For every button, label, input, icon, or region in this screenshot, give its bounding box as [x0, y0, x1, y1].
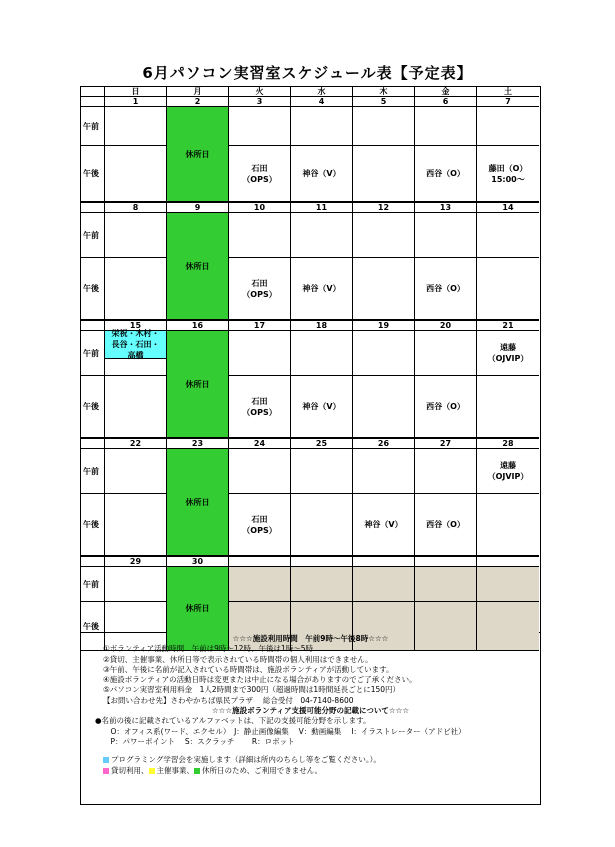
schedule-slot-pm[interactable]: 神谷（V） — [291, 258, 353, 321]
closed-day-cell: 休所日 — [167, 449, 229, 557]
date-label-blank — [81, 203, 105, 213]
date-cell: 12 — [353, 203, 415, 213]
schedule-slot-am[interactable] — [229, 567, 291, 602]
closed-day-cell: 休所日 — [167, 331, 229, 439]
schedule-table — [80, 86, 541, 633]
schedule-slot-am[interactable]: 遠藤 （OJVIP） — [477, 449, 539, 494]
yellow-square-icon — [149, 768, 155, 774]
note-line: ①ボランティア活動時間 午前は9時～12時、午後は1時～5時 — [103, 644, 313, 654]
pm-label: 午後 — [81, 376, 105, 439]
schedule-slot-am[interactable]: 遠藤 （OJVIP） — [477, 331, 539, 376]
schedule-slot-am[interactable] — [291, 331, 353, 376]
am-label: 午前 — [81, 107, 105, 146]
date-label-blank — [81, 557, 105, 567]
date-cell: 25 — [291, 439, 353, 449]
date-cell — [229, 557, 291, 567]
date-label-blank — [81, 97, 105, 107]
schedule-slot-pm[interactable]: 西谷（O） — [415, 258, 477, 321]
schedule-slot-am[interactable] — [353, 567, 415, 602]
schedule-slot-pm[interactable] — [105, 376, 167, 439]
date-cell: 4 — [291, 97, 353, 107]
am-label: 午前 — [81, 213, 105, 258]
schedule-slot-am[interactable] — [229, 449, 291, 494]
date-cell: 7 — [477, 97, 539, 107]
legend-text: プログラミング学習会を実施します（詳細は所内のちらし等をご覧ください。）。 — [111, 755, 381, 765]
date-cell: 19 — [353, 321, 415, 331]
date-cell: 13 — [415, 203, 477, 213]
date-cell: 29 — [105, 557, 167, 567]
date-cell: 2 — [167, 97, 229, 107]
date-cell: 20 — [415, 321, 477, 331]
weekday-header: 月 — [167, 87, 229, 97]
legend-text: 休所日のため、ご利用できません。 — [202, 765, 323, 775]
schedule-slot-am[interactable] — [477, 213, 539, 258]
date-cell: 28 — [477, 439, 539, 449]
date-label-blank — [81, 439, 105, 449]
schedule-slot-am[interactable]: 栄祝・木村・ 長谷・石田・ 高橋 — [105, 331, 167, 359]
pm-label: 午後 — [81, 146, 105, 203]
date-cell — [291, 557, 353, 567]
schedule-slot-pm[interactable]: 神谷（V） — [291, 376, 353, 439]
schedule-slot-am[interactable] — [353, 213, 415, 258]
closed-day-cell: 休所日 — [167, 107, 229, 203]
date-cell — [415, 557, 477, 567]
schedule-slot-pm[interactable] — [477, 258, 539, 321]
schedule-slot-pm[interactable] — [105, 258, 167, 321]
schedule-slot-am[interactable] — [415, 331, 477, 376]
note-line: ④施設ボランティアの活動日時は変更または中止になる場合がありますのでご了承ください。 — [103, 675, 417, 685]
am-label: 午前 — [81, 331, 105, 376]
schedule-slot-pm[interactable]: 神谷（V） — [291, 146, 353, 203]
schedule-slot-am[interactable] — [291, 567, 353, 602]
schedule-slot-am[interactable] — [415, 107, 477, 146]
date-cell: 6 — [415, 97, 477, 107]
schedule-slot-pm[interactable] — [105, 146, 167, 203]
green-square-icon — [194, 768, 200, 774]
notes-section — [80, 633, 541, 805]
legend-unavailable — [103, 766, 540, 776]
schedule-slot-am[interactable] — [105, 107, 167, 146]
date-cell: 18 — [291, 321, 353, 331]
date-cell: 9 — [167, 203, 229, 213]
schedule-slot-am[interactable] — [415, 567, 477, 602]
schedule-slot-pm[interactable]: 石田 （OPS） — [229, 494, 291, 557]
date-cell: 8 — [105, 203, 167, 213]
date-cell: 22 — [105, 439, 167, 449]
date-label-blank — [81, 321, 105, 331]
schedule-slot-am[interactable] — [353, 449, 415, 494]
date-cell: 15 — [105, 321, 167, 331]
date-cell: 26 — [353, 439, 415, 449]
schedule-slot-am[interactable] — [477, 107, 539, 146]
weekday-header: 水 — [291, 87, 353, 97]
schedule-slot-am[interactable] — [229, 213, 291, 258]
schedule-slot-am[interactable] — [105, 567, 167, 602]
pm-label: 午後 — [81, 602, 105, 651]
am-label: 午前 — [81, 449, 105, 494]
schedule-slot-am[interactable] — [353, 107, 415, 146]
weekday-header: 金 — [415, 87, 477, 97]
schedule-slot-am[interactable] — [291, 213, 353, 258]
schedule-slot-am[interactable] — [477, 567, 539, 602]
pm-label: 午後 — [81, 258, 105, 321]
schedule-slot-pm[interactable]: 神谷（V） — [353, 494, 415, 557]
date-cell: 21 — [477, 321, 539, 331]
date-cell: 3 — [229, 97, 291, 107]
note-line: 【お問い合わせ先】さわやかちば県民プラザ 総合受付 04-7140-8600 — [103, 695, 354, 705]
schedule-slot-am-rest — [105, 359, 167, 376]
hours-title: ☆☆☆施設利用時間 午前9時～午後8時☆☆☆ — [232, 634, 389, 643]
cyan-square-icon — [103, 757, 109, 763]
date-cell: 5 — [353, 97, 415, 107]
schedule-slot-pm[interactable]: 石田 （OPS） — [229, 258, 291, 321]
schedule-slot-am[interactable] — [291, 449, 353, 494]
note-line: ③午前、午後に名前が記入されている時間帯は、施設ボランティアが活動しています。 — [103, 664, 394, 674]
date-cell: 23 — [167, 439, 229, 449]
schedule-slot-pm[interactable] — [353, 376, 415, 439]
date-cell: 16 — [167, 321, 229, 331]
note-line: ⑤パソコン実習室利用料金 1人2時間まで300円（超過時間は1時間延長ごとに150円） — [103, 685, 401, 695]
field-title: ☆☆☆施設ボランティア支援可能分野の記載について☆☆☆ — [211, 706, 410, 716]
closed-day-cell: 休所日 — [167, 567, 229, 651]
schedule-slot-pm[interactable]: 石田 （OPS） — [229, 146, 291, 203]
date-cell — [477, 557, 539, 567]
date-cell: 24 — [229, 439, 291, 449]
schedule-slot-pm[interactable]: 石田 （OPS） — [229, 376, 291, 439]
schedule-slot-am[interactable] — [415, 213, 477, 258]
schedule-slot-am[interactable] — [415, 449, 477, 494]
schedule-slot-am[interactable] — [105, 449, 167, 494]
date-cell — [353, 557, 415, 567]
schedule-slot-pm[interactable] — [353, 258, 415, 321]
date-cell: 1 — [105, 97, 167, 107]
schedule-slot-pm[interactable]: 西谷（O） — [415, 494, 477, 557]
closed-day-cell: 休所日 — [167, 213, 229, 321]
date-cell: 11 — [291, 203, 353, 213]
weekday-header: 土 — [477, 87, 539, 97]
date-cell: 17 — [229, 321, 291, 331]
field-line: O：オフィス系(ワード、エクセル） J：静止画像編集 V：動画編集 I：イラストレーター（アドビ社） — [103, 726, 466, 736]
pm-label: 午後 — [81, 494, 105, 557]
date-cell: 30 — [167, 557, 229, 567]
field-line: ●名前の後に記載されているアルファベットは、下記の支援可能分野を示します。 — [95, 716, 371, 726]
weekday-header: 木 — [353, 87, 415, 97]
schedule-slot-am[interactable] — [353, 331, 415, 376]
page-title: 6月パソコン実習室スケジュール表【予定表】 — [142, 64, 473, 82]
pink-square-icon — [103, 768, 109, 774]
legend-programming — [103, 755, 540, 765]
schedule-slot-pm[interactable]: 西谷（O） — [415, 376, 477, 439]
weekday-header: 日 — [105, 87, 167, 97]
schedule-slot-pm[interactable]: 西谷（O） — [415, 146, 477, 203]
schedule-slot-am[interactable] — [105, 213, 167, 258]
weekday-header: 火 — [229, 87, 291, 97]
schedule-slot-am[interactable] — [229, 107, 291, 146]
legend-text: 貸切利用、 — [111, 765, 149, 775]
schedule-slot-pm[interactable] — [477, 494, 539, 557]
date-cell: 10 — [229, 203, 291, 213]
schedule-slot-pm[interactable] — [291, 494, 353, 557]
schedule-slot-am[interactable] — [291, 107, 353, 146]
schedule-slot-pm[interactable] — [105, 494, 167, 557]
schedule-slot-pm[interactable]: 藤田（O） 15:00～ — [477, 146, 539, 203]
legend-text: 主催事業、 — [156, 765, 194, 775]
schedule-slot-am[interactable] — [229, 331, 291, 376]
note-line: ②貸切、主催事業、休所日等で表示されている時間帯の個人利用はできません。 — [103, 654, 373, 664]
field-line: P：パワーポイント S：スクラッチ R：ロボット — [103, 736, 295, 746]
date-cell: 14 — [477, 203, 539, 213]
schedule-slot-pm[interactable] — [477, 376, 539, 439]
header-corner — [81, 87, 105, 97]
schedule-slot-pm[interactable] — [353, 146, 415, 203]
am-label: 午前 — [81, 567, 105, 602]
date-cell: 27 — [415, 439, 477, 449]
